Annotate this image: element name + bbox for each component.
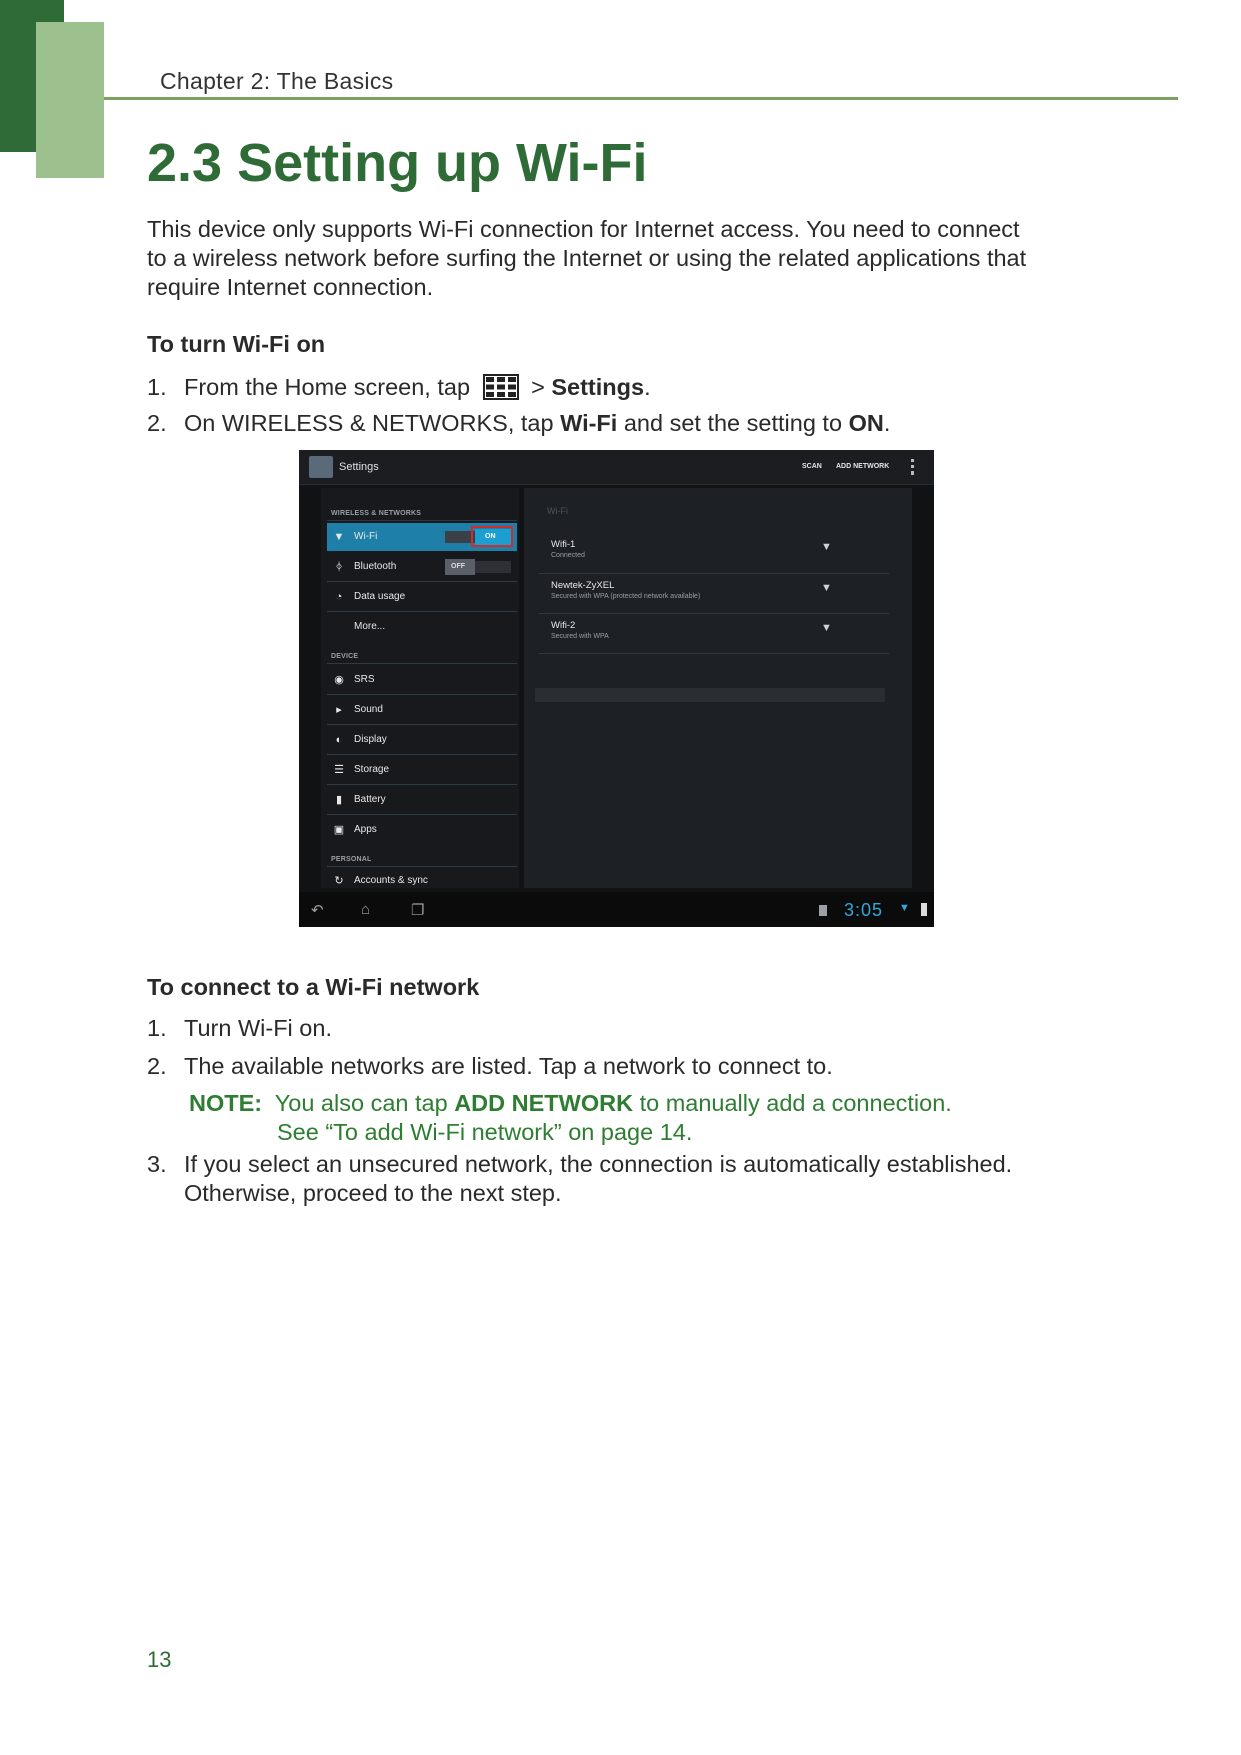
on-term: ON — [848, 410, 884, 436]
section-wireless: WIRELESS & NETWORKS — [331, 510, 422, 517]
section-heading-turn-on: To turn Wi-Fi on — [147, 331, 326, 357]
sidebar-item-more[interactable]: More... — [354, 621, 386, 632]
divider — [327, 754, 517, 755]
data-usage-icon: ◔ — [335, 591, 343, 603]
network-item[interactable] — [529, 574, 879, 610]
network-status: Connected — [551, 552, 585, 559]
status-clock: 3:05 — [844, 900, 884, 920]
step-number: 1. — [147, 1015, 167, 1041]
divider — [327, 611, 517, 612]
add-network-button[interactable]: ADD NETWORK — [836, 463, 890, 470]
empty-row — [535, 688, 885, 702]
divider — [327, 694, 517, 695]
step-text: The available networks are listed. Tap a network to connect to. — [184, 1053, 833, 1079]
note-block: NOTE: You also can tap ADD NETWORK to manually add a connection. See “To add Wi-Fi network” on page 14. — [189, 1090, 952, 1145]
sidebar-item-accounts-sync[interactable]: ↻ Accounts & sync — [334, 875, 428, 887]
settings-app-icon — [309, 456, 333, 478]
sidebar-item-data-usage[interactable]: ◔ Data usage — [327, 583, 517, 611]
intro-line-3: require Internet connection. — [147, 274, 434, 300]
action-bar-title: Settings — [339, 461, 379, 473]
intro-paragraph — [147, 215, 1026, 302]
srs-icon: ◉ — [334, 674, 344, 686]
divider — [327, 520, 517, 521]
wifi-panel-header: Wi-Fi — [547, 506, 568, 516]
network-item[interactable] — [529, 533, 879, 569]
sidebar-item-sound[interactable]: ▸ Sound — [327, 696, 517, 724]
display-icon: ◐ — [335, 734, 343, 746]
wifi-signal-icon: ▼ — [821, 541, 832, 553]
header-rule — [104, 97, 1178, 100]
page-title: 2.3 Setting up Wi-Fi — [147, 133, 648, 193]
network-name: Wifi-1 — [551, 539, 576, 550]
intro-line-2: to a wireless network before surfing the Internet or using the related applications that — [147, 245, 1027, 271]
battery-icon: ▮ — [335, 794, 343, 806]
sidebar-item-wifi[interactable]: ▼ Wi-Fi ON — [327, 523, 517, 551]
section-heading-connect: To connect to a Wi-Fi network — [147, 974, 480, 1000]
recent-apps-icon[interactable]: ❐ — [411, 902, 425, 919]
section-device: DEVICE — [331, 653, 359, 660]
divider — [327, 724, 517, 725]
step-text: Turn Wi-Fi on. — [184, 1015, 332, 1041]
step-number: 2. — [147, 410, 167, 436]
action-bar — [299, 450, 934, 485]
note-label: NOTE: — [189, 1090, 263, 1116]
step-text: From the Home screen, tap — [184, 374, 471, 400]
note-line-2: See “To add Wi-Fi network” on page 14. — [277, 1119, 693, 1145]
sound-icon: ▸ — [336, 704, 342, 716]
scan-button[interactable]: SCAN — [802, 463, 822, 470]
sidebar-item-srs[interactable]: ◉ SRS — [334, 674, 375, 686]
wifi-icon: ▼ — [333, 531, 345, 543]
system-nav-bar — [299, 892, 934, 927]
network-name: Newtek-ZyXEL — [551, 580, 615, 591]
settings-term: Settings — [551, 374, 645, 400]
step-text-line-1: If you select an unsecured network, the connection is automatically established. — [184, 1151, 1013, 1177]
divider — [327, 814, 517, 815]
step-text-line-2: Otherwise, proceed to the next step. — [184, 1180, 562, 1206]
settings-screenshot — [299, 450, 934, 927]
bluetooth-icon: ᛄ — [335, 561, 343, 573]
add-network-term: ADD NETWORK — [454, 1090, 634, 1116]
sidebar-item-storage[interactable]: ☰ Storage — [334, 764, 390, 776]
overflow-menu-icon[interactable] — [911, 459, 914, 475]
wifi-status-icon: ▼ — [899, 902, 910, 914]
apps-grid-icon — [483, 374, 519, 400]
bluetooth-toggle[interactable]: OFF — [445, 559, 475, 575]
home-icon[interactable]: ⌂ — [361, 901, 371, 918]
network-status: Secured with WPA (protected network available) — [551, 593, 701, 600]
divider — [327, 581, 517, 582]
divider — [539, 653, 889, 654]
section-personal: PERSONAL — [331, 856, 372, 863]
sidebar-item-bluetooth[interactable]: ᛄ Bluetooth OFF — [327, 553, 517, 581]
network-name: Wifi-2 — [551, 620, 576, 631]
chapter-header: Chapter 2: The Basics — [160, 68, 394, 94]
sidebar-item-display[interactable]: ◐ Display — [327, 726, 517, 754]
wifi-lock-signal-icon: ▼ — [821, 582, 832, 594]
divider — [327, 663, 517, 664]
highlight-box — [471, 526, 513, 547]
step-number: 2. — [147, 1053, 167, 1079]
network-item[interactable] — [529, 614, 879, 650]
apps-icon: ▣ — [333, 824, 345, 836]
network-status: Secured with WPA — [551, 633, 609, 640]
wifi-toggle[interactable]: ON — [475, 529, 511, 545]
back-icon[interactable]: ↶ — [311, 902, 324, 919]
step-number: 1. — [147, 374, 167, 400]
step-number: 3. — [147, 1151, 167, 1177]
wifi-term: Wi-Fi — [560, 410, 618, 436]
sync-icon: ↻ — [334, 875, 344, 887]
sd-card-icon — [819, 905, 827, 916]
divider — [327, 784, 517, 785]
toggle-track — [475, 561, 511, 573]
intro-line-1: This device only supports Wi-Fi connection for Internet access. You need to connect — [147, 216, 1020, 242]
page-number: 13 — [147, 1647, 172, 1672]
chapter-tab-light — [36, 22, 104, 178]
sidebar-item-battery[interactable]: ▮ Battery — [327, 786, 517, 814]
battery-status-icon — [921, 903, 927, 916]
wifi-lock-signal-icon: ▼ — [821, 622, 832, 634]
storage-icon: ☰ — [334, 764, 344, 776]
sidebar-item-apps[interactable]: ▣ Apps — [333, 824, 377, 836]
